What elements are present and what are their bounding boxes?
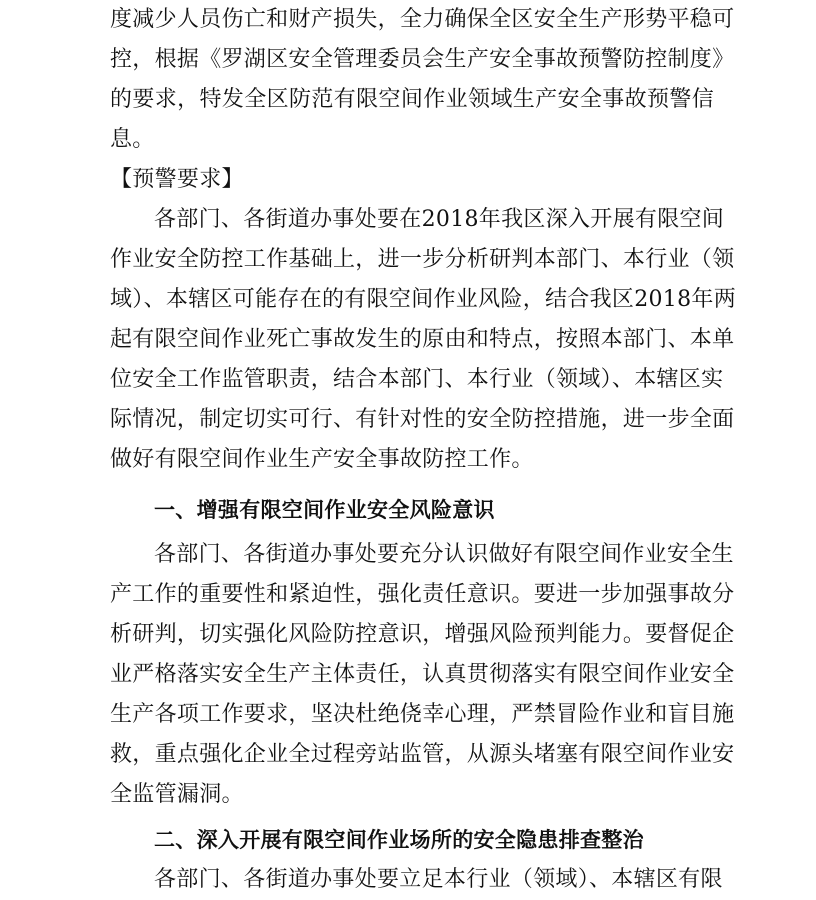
section-heading-2: 二、深入开展有限空间作业场所的安全隐患排查整治 <box>154 828 644 852</box>
paragraph-1-line-2: 产工作的重要性和紧迫性，强化责任意识。要进一步加强事故分 <box>110 582 735 607</box>
paragraph-1-line-4: 业严格落实安全生产主体责任，认真贯彻落实有限空间作业安全 <box>110 662 735 687</box>
paragraph-1-line-5: 生产各项工作要求，坚决杜绝侥幸心理，严禁冒险作业和盲目施 <box>110 702 735 727</box>
paragraph-1-line-7: 全监管漏洞。 <box>110 782 244 807</box>
requirements-line-7: 做好有限空间作业生产安全事故防控工作。 <box>110 447 534 472</box>
intro-line-4: 息。 <box>110 127 155 152</box>
requirements-line-2: 作业安全防控工作基础上，进一步分析研判本部门、本行业（领 <box>110 247 735 272</box>
section-heading-1: 一、增强有限空间作业安全风险意识 <box>154 498 495 522</box>
section-label: 【预警要求】 <box>110 167 244 192</box>
intro-line-1: 度减少人员伤亡和财产损失，全力确保全区安全生产形势平稳可 <box>110 7 735 32</box>
requirements-line-4: 起有限空间作业死亡事故发生的原由和特点，按照本部门、本单 <box>110 327 735 352</box>
requirements-line-6: 际情况，制定切实可行、有针对性的安全防控措施，进一步全面 <box>110 407 735 432</box>
paragraph-1-line-6: 救，重点强化企业全过程旁站监管，从源头堵塞有限空间作业安 <box>110 742 735 767</box>
paragraph-1-line-3: 析研判，切实强化风险防控意识，增强风险预判能力。要督促企 <box>110 622 735 647</box>
paragraph-2-line-1: 各部门、各街道办事处要立足本行业（领域）、本辖区有限 <box>154 867 723 892</box>
requirements-line-3: 域）、本辖区可能存在的有限空间作业风险，结合我区2018年两 <box>110 287 736 312</box>
paragraph-1-line-1: 各部门、各街道办事处要充分认识做好有限空间作业安全生 <box>154 542 734 567</box>
intro-line-2: 控，根据《罗湖区安全管理委员会生产安全事故预警防控制度》 <box>110 47 735 72</box>
intro-line-3: 的要求，特发全区防范有限空间作业领域生产安全事故预警信 <box>110 87 714 112</box>
requirements-line-5: 位安全工作监管职责，结合本部门、本行业（领域）、本辖区实 <box>110 367 724 392</box>
requirements-line-1: 各部门、各街道办事处要在2018年我区深入开展有限空间 <box>154 207 725 232</box>
